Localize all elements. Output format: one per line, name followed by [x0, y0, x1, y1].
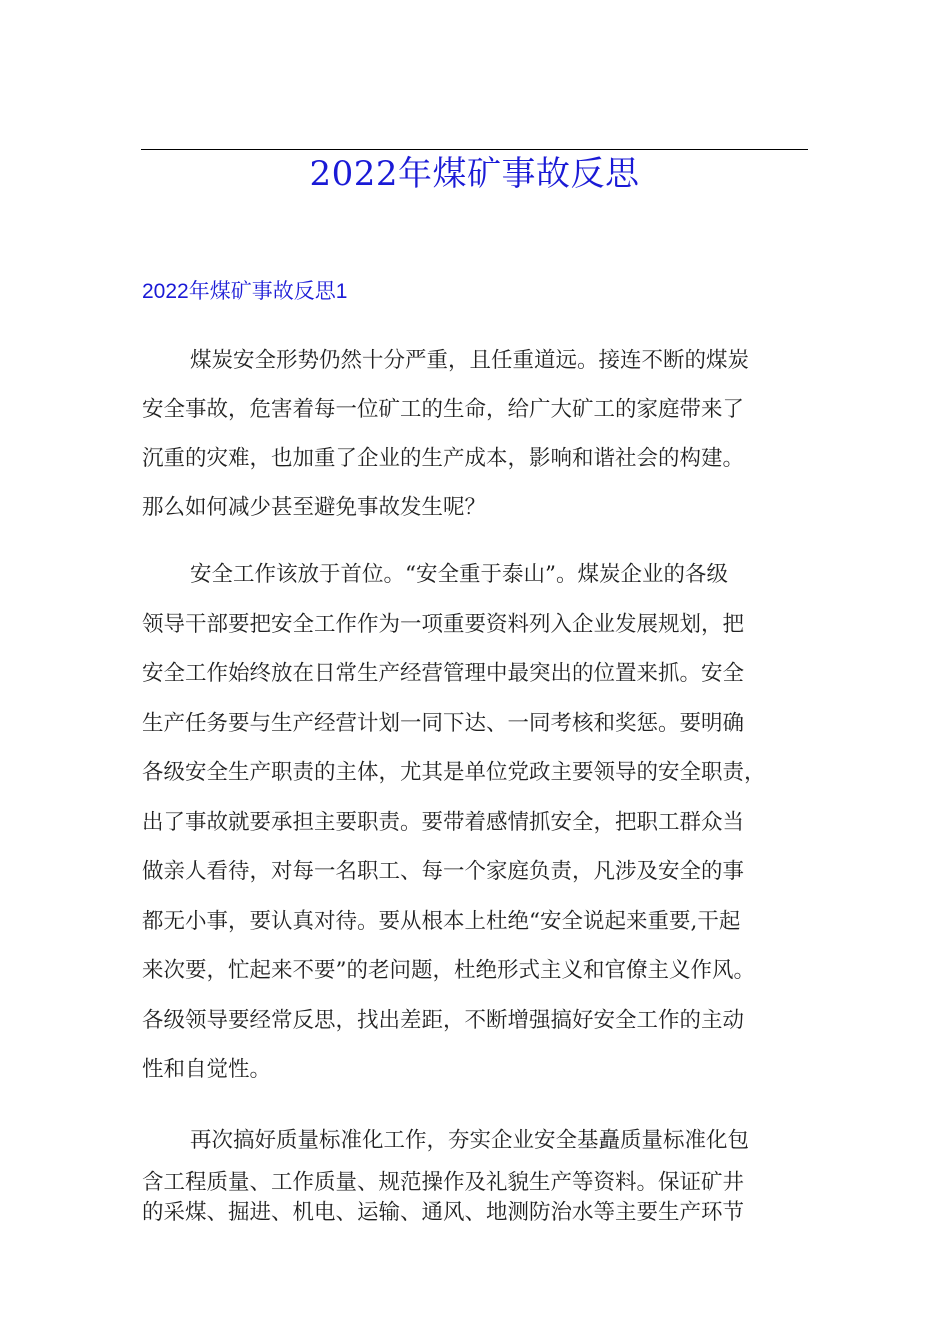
section-heading: 2022年煤矿事故反思1 — [142, 280, 348, 303]
paragraph-line: 都无小事，要认真对待。要从根本上杜绝“安全说起来重要,干起 — [142, 908, 741, 934]
paragraph-line: 安全事故，危害着每一位矿工的生命，给广大矿工的家庭带来了 — [142, 397, 745, 422]
paragraph-line: 安全工作该放于首位。“安全重于泰山”。煤炭企业的各级 — [190, 562, 728, 587]
paragraph-line: 沉重的灾难，也加重了企业的生产成本，影响和谐社会的构建。 — [142, 446, 745, 471]
paragraph-1 — [142, 336, 812, 532]
paragraph-line: 领导干部要把安全工作作为一项重要资料列入企业发展规划，把 — [142, 611, 745, 637]
paragraph-line: 的采煤、掘进、机电、运输、通风、地测防治水等主要生产环节 — [142, 1200, 745, 1225]
page-title: 2022年煤矿事故反思 — [309, 154, 640, 194]
paragraph-line: 各级安全生产职责的主体，尤其是单位党政主要领导的安全职责， — [142, 760, 766, 785]
paragraph-line: 再次搞好质量标准化工作，夯实企业安全基矗质量标准化包 — [190, 1128, 750, 1153]
paragraph-line: 性和自觉性。 — [142, 1057, 272, 1082]
paragraph-line: 安全工作始终放在日常生产经营管理中最突出的位置来抓。安全 — [142, 661, 745, 686]
paragraph-line: 含工程质量、工作质量、规范操作及礼貌生产等资料。保证矿井 — [142, 1170, 745, 1195]
paragraph-line: 做亲人看待，对每一名职工、每一个家庭负责，凡涉及安全的事 — [142, 859, 745, 884]
paragraph-line: 生产任务要与生产经营计划一同下达、一同考核和奖惩。要明确 — [142, 710, 745, 736]
paragraph-2 — [142, 550, 812, 1095]
paragraph-line: 煤炭安全形势仍然十分严重，且任重道远。接连不断的煤炭 — [190, 348, 750, 373]
paragraph-line: 各级领导要经常反思，找出差距，不断增强搞好安全工作的主动 — [142, 1007, 745, 1033]
paragraph-3 — [142, 1116, 812, 1228]
paragraph-line: 来次要，忙起来不要”的老问题，杜绝形式主义和官僚主义作风。 — [142, 958, 755, 983]
paragraph-line: 那么如何减少甚至避免事故发生呢？ — [142, 495, 487, 520]
paragraph-line: 出了事故就要承担主要职责。要带着感情抓安全，把职工群众当 — [142, 809, 745, 835]
